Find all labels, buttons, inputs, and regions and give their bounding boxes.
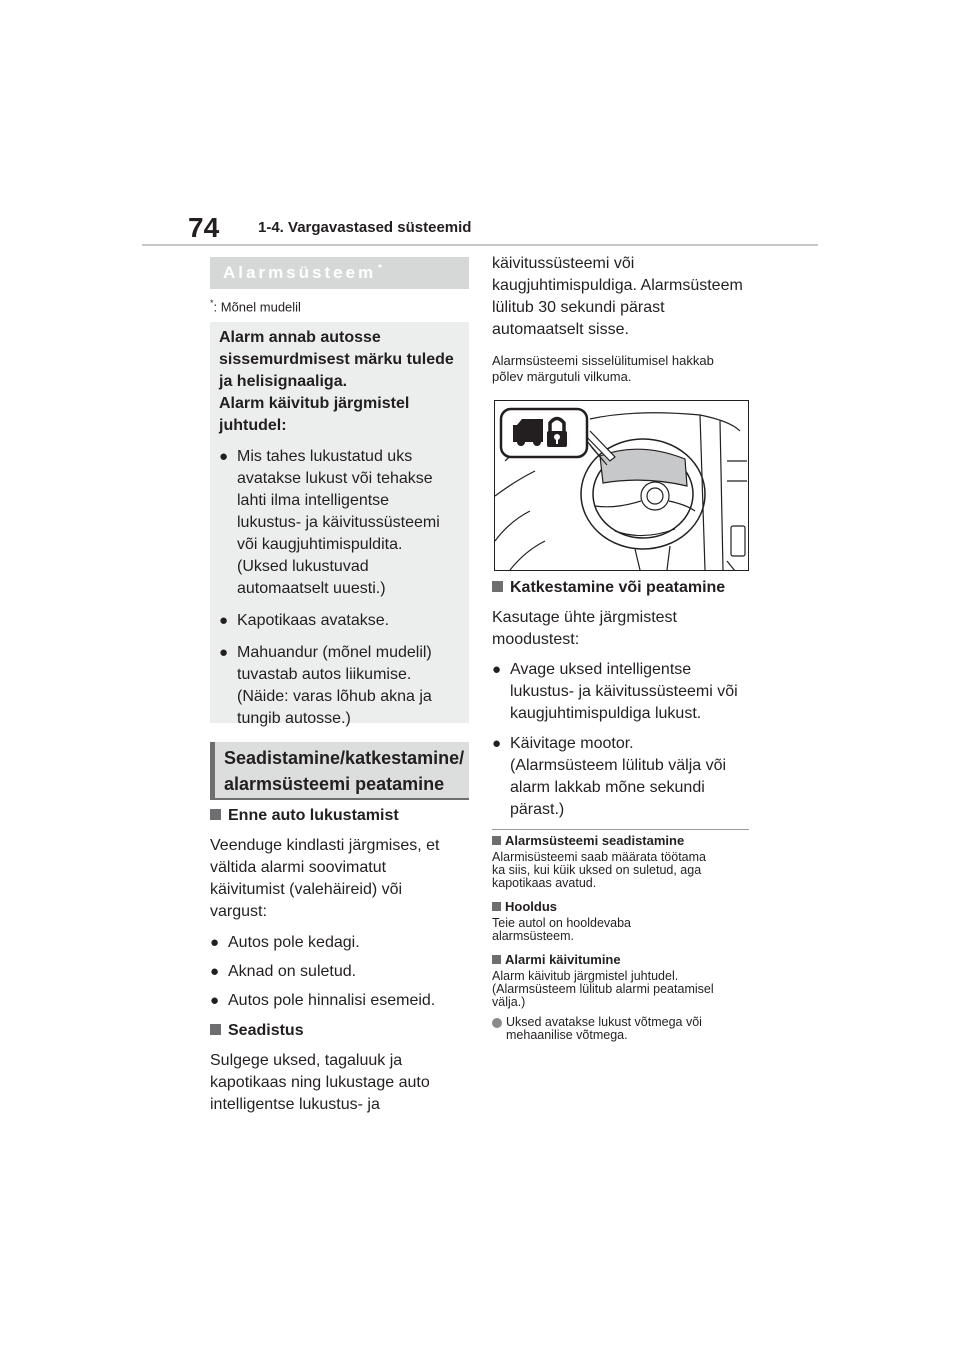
bullet-line: Kapotikaas avatakse. [237,612,390,629]
header-divider [142,244,818,246]
alarm-title-box [210,257,469,289]
bullet-line: (Uksed lukustuvad [237,558,369,575]
heading-line-text: alarmsüsteemi peatamine [224,774,445,794]
bullet-line: pärast.) [510,801,565,818]
note-title [492,899,754,914]
note-line: Alarm käivitub järgmistel juhtudel. [492,969,679,983]
note-line: välja.) [492,995,526,1009]
intro-line: Alarm käivitub järgmistel [219,395,410,412]
cancel-body [492,607,754,651]
subtitle-text: Seadistus [228,1022,304,1039]
bullet-line: Käivitage mootor. [510,735,634,752]
intro-line: Alarm annab autosse [219,329,381,346]
footnote-text: : Mõnel mudelil [213,299,301,315]
page-number: 74 [188,212,220,243]
note-line: põlev märgutuli vilkuma. [492,369,632,384]
subtitle-text: Katkestamine või peatamine [510,579,726,596]
bullet-line: (Alarmsüsteem lülitub välja või [510,757,727,774]
bullet-icon: ● [210,963,220,980]
before-locking-title [210,805,472,827]
bullet-line: lukustus- ja käivitussüsteemi [237,514,440,531]
bullet-line: (Näide: varas lõhub akna ja [237,688,432,705]
note-title [492,833,754,848]
before-locking-body [210,835,472,923]
setting-title [210,1020,472,1042]
note-line: Uksed avatakse lukust võtmega või [506,1015,702,1029]
body-line: käivitumist (valehäireid) või [210,881,403,898]
intro-line: ja helisignaaliga. [219,373,348,390]
bullet-icon: ● [219,612,229,629]
notes-section [492,833,754,1042]
note-line: Alarmsüsteemi sisselülitumisel hakkab [492,353,714,368]
footnote [210,298,301,314]
alarm-title: Alarmsüsteem [223,263,377,282]
alarm-title-marker: * [378,262,383,274]
bullet-line: avatakse lukust või tehakse [237,470,433,487]
alarm-info-box [210,322,469,727]
intro-line: juhtudel: [219,417,287,434]
bullet-line: kaugjuhtimispuldiga lukust. [510,705,702,722]
subtitle-text: Enne auto lukustamist [228,807,399,824]
bullet-line: või kaugjuhtimispuldita. [237,536,403,553]
bullet-text: Autos pole kedagi. [228,934,360,951]
bullet-icon: ● [219,448,229,465]
list-item [210,961,472,983]
note-body [492,917,754,943]
notes-divider [492,829,749,830]
setup-heading [210,742,469,799]
square-bullet-icon [210,1024,221,1035]
bullet-icon: ● [210,934,220,951]
dashboard-drawing [495,401,748,570]
bullet-text: Autos pole hinnalisi esemeid. [228,992,436,1009]
bullet-icon: ● [219,644,229,661]
before-locking-section [210,805,472,1116]
bullet-line: lukustus- ja käivitussüsteemi või [510,683,738,700]
bullet-line: Mis tahes lukustatud uks [237,448,413,465]
body-line: kapotikaas ning lukustage auto [210,1074,430,1091]
bullet-icon: ● [210,992,220,1009]
setting-body [210,1050,472,1116]
body-line: vargust: [210,903,267,920]
info-bullet [219,610,459,632]
list-item [492,659,754,725]
note-line: Alarmisüsteemi saab määrata töötama [492,850,706,864]
bullet-line: automaatselt uuesti.) [237,580,386,597]
body-line: Kasutage ühte järgmistest [492,609,677,626]
square-bullet-icon [492,955,501,964]
body-line: käivitussüsteemi või [492,255,635,272]
note-line: (Alarmsüsteem lülitub alarmi peatamisel [492,982,714,996]
heading-line-text: Seadistamine/katkestamine/ [224,748,465,768]
body-line: kaugjuhtimispuldiga. Alarmsüsteem [492,277,743,294]
cancel-title [492,577,754,599]
note-line: Teie autol on hooldevaba [492,916,632,930]
footnote-marker: * [210,298,214,308]
heading-underline [210,798,469,800]
list-item [210,932,472,954]
cancel-section [492,577,754,828]
body-line: vältida alarmi soovimatut [210,859,387,876]
note-line: ka siis, kui küik uksed on suletud, aga [492,863,702,877]
bullet-line: tungib autosse.) [237,710,351,727]
bullet-line: alarm lakkab mõne sekundi [510,779,705,796]
section-title: 1-4. Vargavastased süsteemid [258,219,472,236]
note-body [492,970,754,1009]
bullet-line: Avage uksed intelligentse [510,661,692,678]
list-item [210,990,472,1012]
body-line: automaatselt sisse. [492,321,629,338]
body-line: moodustest: [492,631,580,648]
square-bullet-icon [210,809,221,820]
info-bullet [219,446,459,600]
note-title-text: Alarmi käivitumine [505,952,621,967]
info-intro [219,327,459,437]
square-bullet-icon [492,836,501,845]
note-title-text: Alarmsüsteemi seadistamine [505,833,685,848]
note-bullet [492,1016,754,1042]
note-line: alarmsüsteem. [492,929,574,943]
note-title [492,952,754,967]
bullet-line: Mahuandur (mõnel mudelil) [237,644,432,661]
note-line: mehaanilise võtmega. [506,1028,628,1042]
list-item [492,733,754,821]
note-title-text: Hooldus [505,899,557,914]
dashboard-illustration [494,400,749,571]
body-line: lülitub 30 sekundi pärast [492,299,665,316]
body-line: Sulgege uksed, tagaluuk ja [210,1052,403,1069]
square-bullet-icon [492,581,503,592]
intro-line: sissemurdmisest märku tulede [219,351,454,368]
circle-bullet-icon [492,1018,502,1028]
bullet-line: lahti ilma intelligentse [237,492,390,509]
body-line: intelligentse lukustus- ja [210,1096,380,1113]
bullet-icon: ● [492,735,502,752]
info-bullet [219,642,459,730]
bullet-text: Aknad on suletud. [228,963,357,980]
square-bullet-icon [492,902,501,911]
note-body [492,851,754,890]
note-line: kapotikaas avatud. [492,876,597,890]
indicator-note [492,353,754,385]
bullet-icon: ● [492,661,502,678]
setting-continued [492,253,754,385]
bullet-line: tuvastab autos liikumise. [237,666,412,683]
body-line: Veenduge kindlasti järgmises, et [210,837,440,854]
